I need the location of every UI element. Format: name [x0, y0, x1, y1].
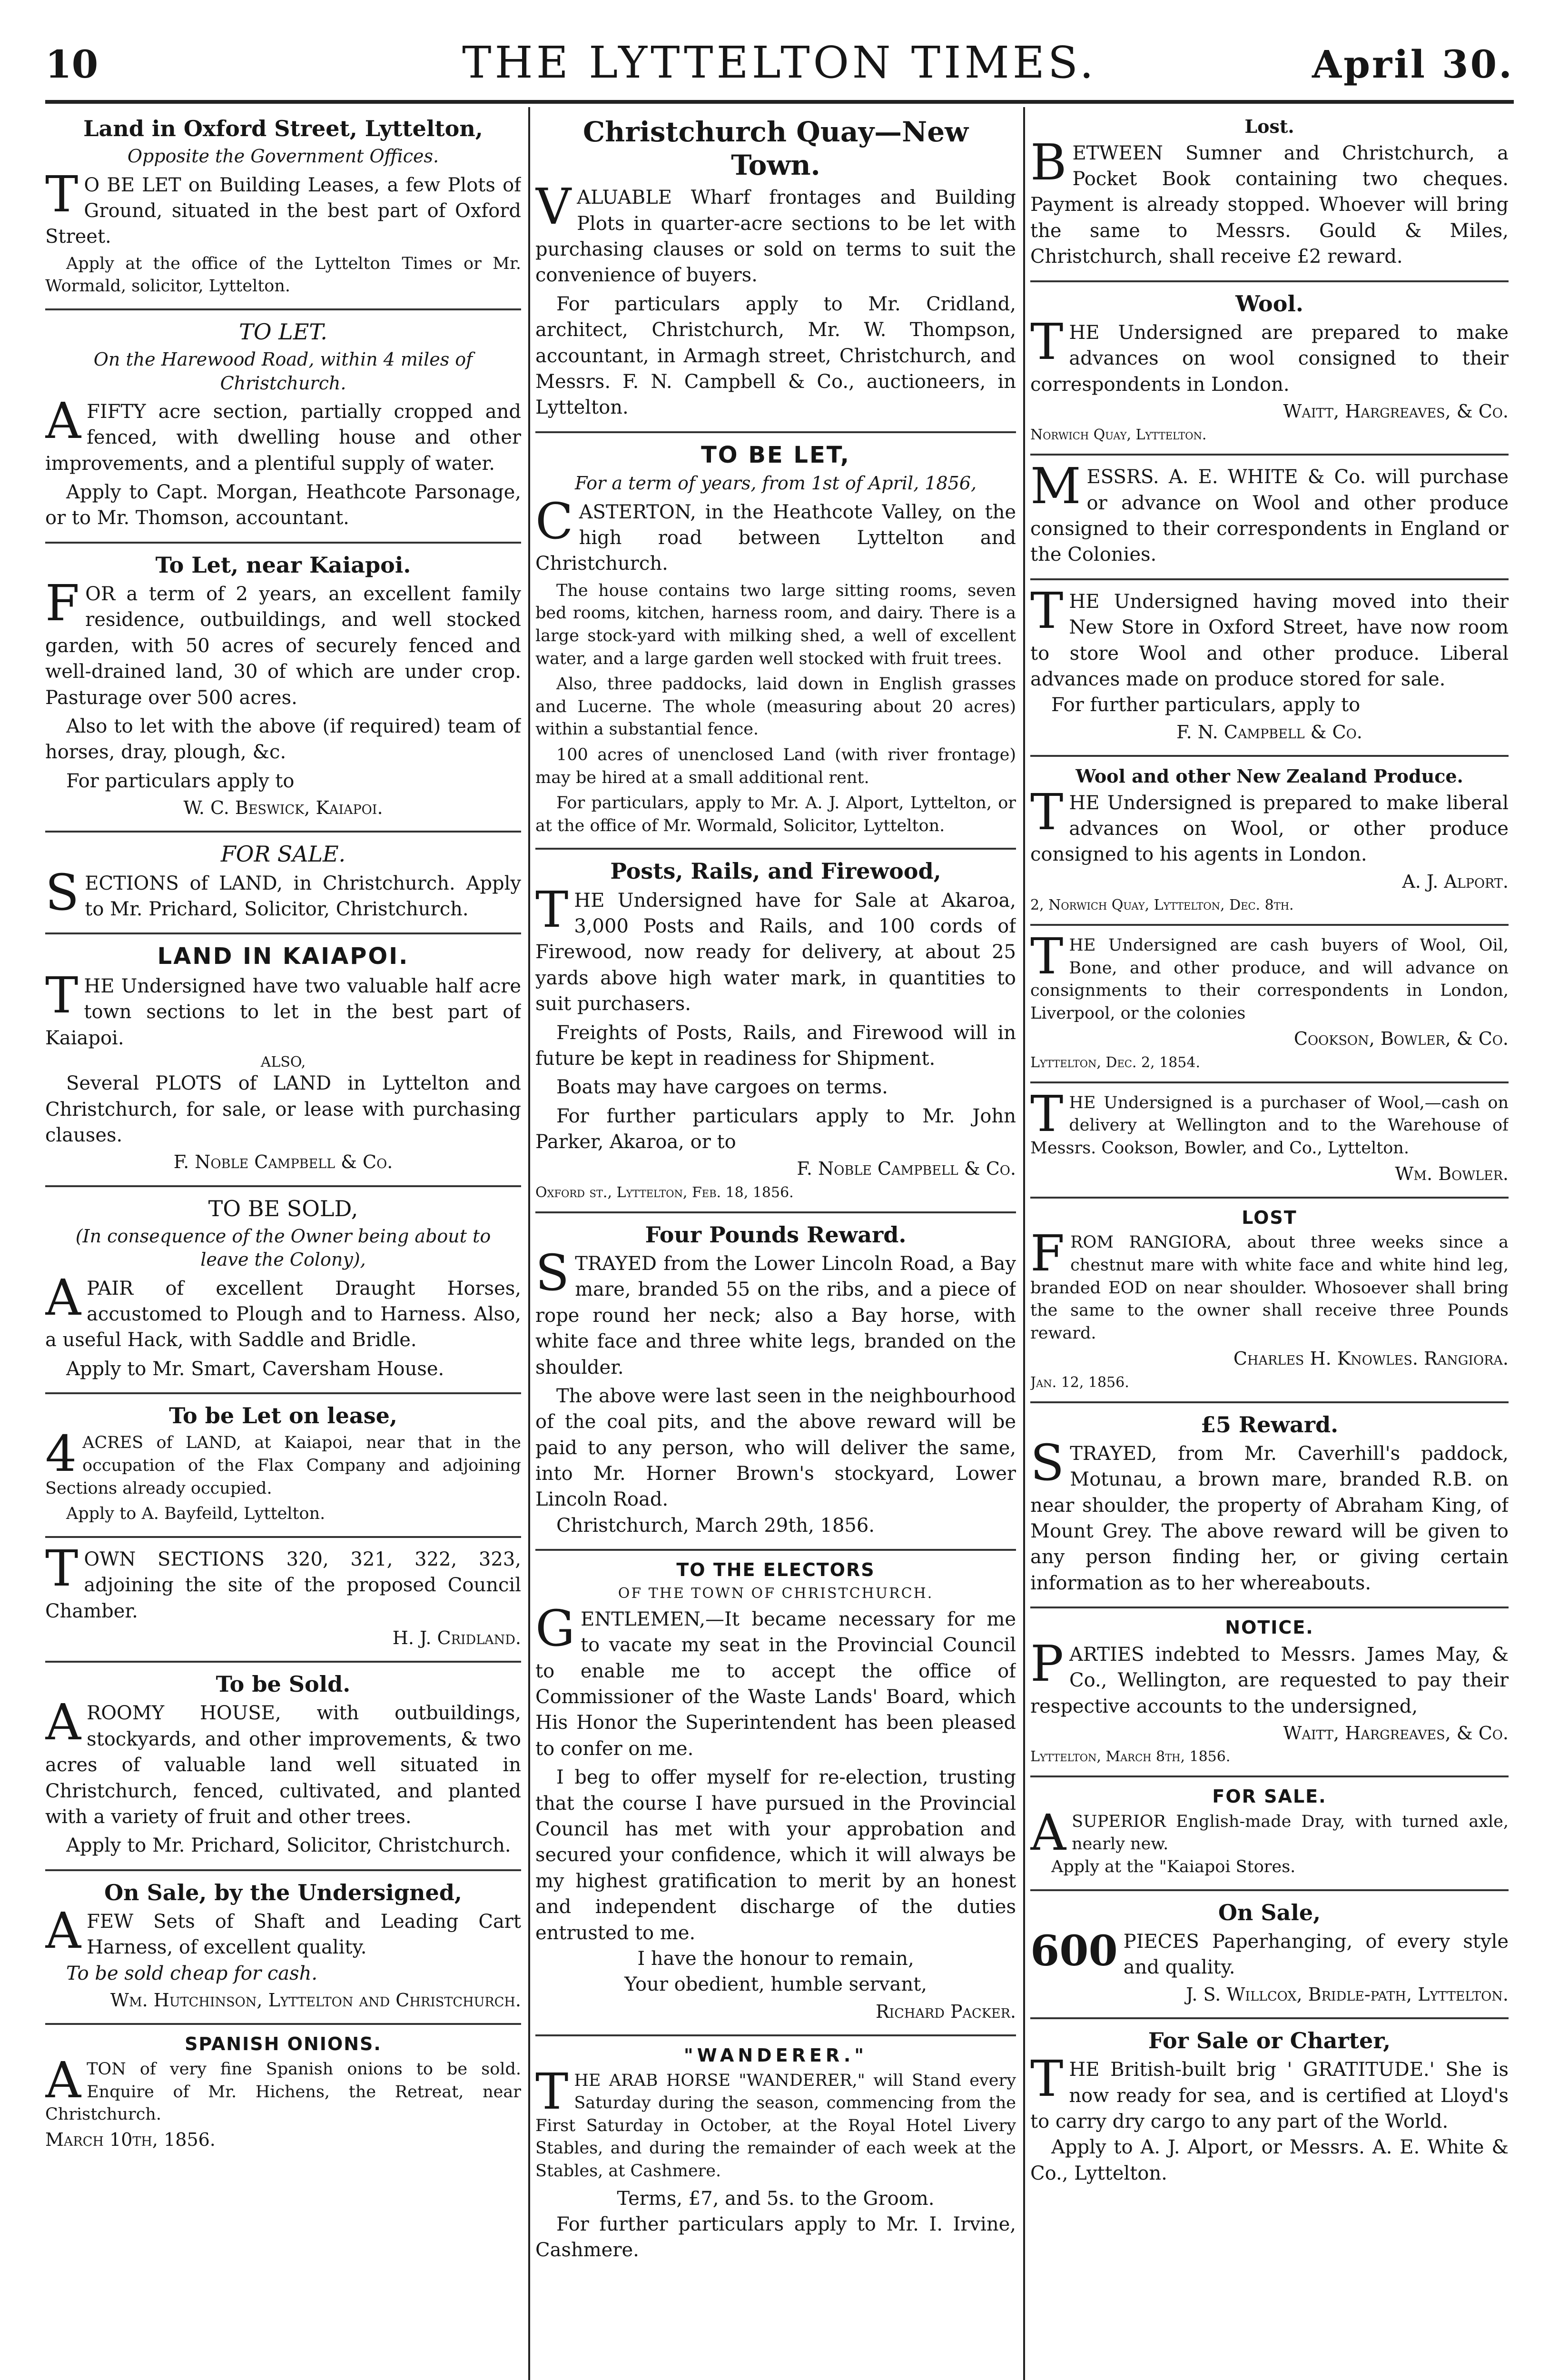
advert-lost-mare: [1030, 1199, 1509, 1403]
advert-also: ALSO,: [260, 1054, 306, 1071]
advert-body: HE Undersigned have for Sale at Akaroa, 3,000 Posts and Rails, and 100 cords of Firewood, now ready for delivery, at about 25 yards above high water mark, in quantities to suit purchasers.: [535, 889, 1016, 1015]
advert-heading: TO BE LET,: [701, 441, 850, 468]
advert-brig-gratitude: [1030, 2019, 1509, 2197]
advert-body: Boats may have cargoes on terms.: [556, 1076, 888, 1099]
drop-cap: A: [1030, 1803, 1066, 1862]
advert-heading: NOTICE.: [1225, 1617, 1314, 1638]
advert-wool-waitt: [1030, 282, 1509, 456]
advert-body: OWN SECTIONS 320, 321, 322, 323, adjoining the site of the proposed Council Chamber.: [45, 1548, 521, 1622]
advert-casterton: [535, 433, 1016, 850]
drop-cap: C: [535, 492, 573, 550]
advert-body: Your obedient, humble servant,: [624, 1973, 927, 1996]
advert-heading: On Sale,: [1218, 1899, 1321, 1925]
advert-for-sale-dray: [1030, 1777, 1509, 1891]
advert-heading: TO BE SOLD,: [208, 1195, 358, 1221]
advert-land-in-kaiapoi: [45, 934, 521, 1187]
drop-cap: F: [45, 574, 80, 633]
advert-wanderer: [535, 2036, 1016, 2274]
advert-body: 100 acres of unenclosed Land (with river frontage) may be hired at a small additional rent.: [535, 745, 1016, 787]
advert-body: ECTIONS of LAND, in Christchurch. Apply to Mr. Prichard, Solicitor, Christchurch.: [85, 872, 521, 921]
advert-heading: LOST: [1242, 1207, 1297, 1228]
advert-body: ASTERTON, in the Heathcote Valley, on the high road between Lyttelton and Christchurch.: [535, 501, 1016, 575]
advert-body: To be sold cheap for cash.: [66, 1962, 318, 1984]
drop-cap: T: [1030, 581, 1064, 640]
advert-heading: Posts, Rails, and Firewood,: [610, 858, 941, 884]
advert-four-pounds-reward: [535, 1213, 1016, 1551]
advert-body: ARTIES indebted to Messrs. James May, & Co., Wellington, are requested to pay their respective accounts to the undersigned,: [1030, 1643, 1509, 1717]
advert-signature: F. Noble Campbell & Co.: [173, 1151, 393, 1173]
advert-signature: F. Noble Campbell & Co.: [797, 1158, 1016, 1180]
advert-body: HE Undersigned is a purchaser of Wool,—cash on delivery at Wellington and to the Warehouse of Messrs. Cookson, Bowler, and Co., Lyttelton.: [1030, 1093, 1509, 1158]
drop-cap: M: [1030, 457, 1081, 516]
advert-body: I beg to offer myself for re-election, trusting that the course I have pursued in the Provincial Council has met with your approbation and secured your confidence, which it will always be my highest gratification to merit by an honest and independent discharge of the duties entrusted to me.: [535, 1766, 1016, 1944]
advert-heading: On Sale, by the Undersigned,: [104, 1879, 462, 1905]
advert-date: Christchurch, March 29th, 1856.: [556, 1514, 875, 1537]
advert-signature: Cookson, Bowler, & Co.: [1293, 1028, 1509, 1050]
column-1: [45, 107, 521, 2380]
advert-body: Apply to Mr. Smart, Caversham House.: [66, 1358, 444, 1380]
page-number: 10: [45, 42, 99, 87]
advert-messrs-white: [1030, 456, 1509, 580]
advert-body: For further particulars, apply to: [1051, 694, 1361, 716]
advert-body: HE Undersigned are cash buyers of Wool, Oil, Bone, and other produce, and will advance on consignments to their correspondents in London, Liverpool, or the colonies: [1030, 936, 1509, 1023]
advert-body: HE ARAB HORSE "WANDERER," will Stand every Saturday during the season, commencing from the First Saturday in October, at the Royal Hotel Livery Stables, and during the remainder of each week at the Stables, at Cashmere.: [535, 2071, 1016, 2181]
advert-subheading: Opposite the Government Offices.: [127, 146, 439, 167]
advert-body: The above were last seen in the neighbourhood of the coal pits, and the above reward will be paid to any person, who will deliver the same, into Mr. Horner Brown's stockyard, Lower Lincoln Road.: [535, 1385, 1016, 1511]
advert-spanish-onions: [45, 2025, 521, 2160]
drop-cap: T: [1030, 2050, 1064, 2108]
advert-address: 2, Norwich Quay, Lyttelton, Dec. 8th.: [1030, 897, 1294, 914]
advert-oxford-street: [45, 107, 521, 310]
drop-cap: T: [45, 165, 79, 223]
advert-date: Jan. 12, 1856.: [1030, 1374, 1129, 1391]
advert-body: For particulars, apply to Mr. A. J. Alport, Lyttelton, or at the office of Mr. Wormald, Solicitor, Lyttelton.: [535, 793, 1016, 835]
advert-christchurch-quay: [535, 107, 1016, 433]
advert-to-the-electors: [535, 1551, 1016, 2036]
advert-body: For particulars apply to: [66, 770, 295, 792]
advert-heading: FOR SALE.: [1212, 1786, 1327, 1807]
advert-body: HE Undersigned have two valuable half acre town sections to let in the best part of Kaiapoi.: [45, 975, 521, 1049]
advert-signature: J. S. Willcox, Bridle-path, Lyttelton.: [1186, 1983, 1509, 2005]
advert-body: Also, three paddocks, laid down in English grasses and Lucerne. The whole (measuring about 20 acres) within a substantial fence.: [535, 674, 1016, 739]
advert-heading: Wool and other New Zealand Produce.: [1076, 765, 1463, 787]
advert-to-be-sold-horses: [45, 1187, 521, 1395]
drop-cap: 600: [1030, 1925, 1118, 1975]
drop-cap: S: [535, 1243, 570, 1302]
advert-body: Apply at the office of the Lyttelton Times or Mr. Wormald, solicitor, Lyttelton.: [45, 254, 521, 296]
advert-heading: Lost.: [1244, 116, 1294, 137]
advert-body: Several PLOTS of LAND in Lyttelton and Christchurch, for sale, or lease with purchasing clauses.: [45, 1072, 521, 1146]
advert-town-sections: [45, 1538, 521, 1663]
advert-signature: Richard Packer.: [875, 2001, 1016, 2022]
advert-heading: £5 Reward.: [1200, 1411, 1339, 1438]
advert-signature: H. J. Cridland.: [392, 1627, 521, 1648]
advert-heading: FOR SALE.: [220, 841, 346, 867]
advert-harewood-road: [45, 310, 521, 544]
drop-cap: S: [45, 863, 79, 922]
drop-cap: T: [45, 966, 79, 1025]
advert-body: HE Undersigned having moved into their New Store in Oxford Street, have now room to store Wool and other produce. Liberal advances made on produce stored for sale.: [1030, 590, 1509, 690]
advert-body: Apply to A. Bayfeild, Lyttelton.: [66, 1504, 326, 1524]
advert-heading: SPANISH ONIONS.: [185, 2033, 382, 2055]
advert-body: Freights of Posts, Rails, and Firewood will in future be kept in readiness for Shipment.: [535, 1021, 1016, 1070]
advert-body: HE Undersigned is prepared to make liberal advances on Wool, or other produce consigned to his agents in London.: [1030, 792, 1509, 866]
advert-body: SUPERIOR English-made Dray, with turned axle, nearly new.: [1072, 1812, 1509, 1854]
drop-cap: A: [45, 1268, 81, 1327]
advert-body: Apply to Capt. Morgan, Heathcote Parsonage, or to Mr. Thomson, accountant.: [45, 481, 521, 529]
advert-body: O BE LET on Building Leases, a few Plots of Ground, situated in the best part of Oxford Street.: [45, 174, 521, 248]
column-2: [535, 107, 1016, 2380]
advert-signature: Waitt, Hargreaves, & Co.: [1283, 400, 1509, 422]
advert-body: I have the honour to remain,: [637, 1947, 914, 1970]
advert-heading: For Sale or Charter,: [1148, 2027, 1391, 2053]
advert-signature: Waitt, Hargreaves, & Co.: [1283, 1722, 1509, 1744]
advert-signature: F. N. Campbell & Co.: [1176, 721, 1362, 743]
advert-heading: To Let, near Kaiapoi.: [155, 552, 411, 578]
column-3: [1030, 107, 1509, 2380]
advert-body: Apply at the "Kaiapoi Stores.: [1051, 1857, 1296, 1877]
advert-body: FEW Sets of Shaft and Leading Cart Harness, of excellent quality.: [87, 1910, 521, 1959]
advert-for-sale-sections: [45, 833, 521, 934]
advert-heading: To be Sold.: [216, 1671, 351, 1697]
advert-heading: LAND IN KAIAPOI.: [157, 943, 409, 970]
drop-cap: V: [535, 178, 572, 236]
advert-purchaser-of-wool: [1030, 1083, 1509, 1199]
advert-heading: "WANDERER.": [683, 2045, 868, 2066]
header-rule: [45, 100, 1514, 104]
advert-body: Apply to A. J. Alport, or Messrs. A. E. White & Co., Lyttelton.: [1030, 2136, 1509, 2184]
advert-body: PAIR of excellent Draught Horses, accustomed to Plough and to Harness. Also, a useful Hack, with Saddle and Bridle.: [45, 1277, 521, 1351]
advert-cash-buyers: [1030, 926, 1509, 1083]
advert-body: Also to let with the above (if required) team of horses, dray, plough, &c.: [45, 715, 521, 764]
drop-cap: A: [45, 1693, 81, 1752]
advert-let-on-lease: [45, 1394, 521, 1538]
advert-subheading: For a term of years, from 1st of April, 1856,: [574, 473, 977, 494]
drop-cap: T: [45, 1539, 79, 1597]
drop-cap: T: [535, 2062, 569, 2121]
advert-date: March 10th, 1856.: [45, 2129, 216, 2150]
advert-wool-alport: [1030, 757, 1509, 926]
column-divider: [528, 107, 530, 2380]
column-divider: [1023, 107, 1025, 2380]
advert-paperhanging: [1030, 1891, 1509, 2019]
drop-cap: T: [1030, 312, 1064, 371]
advert-heading: Wool.: [1235, 290, 1303, 317]
drop-cap: A: [45, 391, 81, 450]
advert-heading: TO LET.: [239, 318, 327, 345]
advert-posts-rails: [535, 850, 1016, 1213]
drop-cap: P: [1030, 1634, 1064, 1693]
advert-body: ROM RANGIORA, about three weeks since a chestnut mare with white face and white hind leg, branded EOD on near shoulder. Whosoever shall bring the same to the owner shall receive three Pounds reward.: [1030, 1233, 1509, 1343]
advert-subheading: OF THE TOWN OF CHRISTCHURCH.: [618, 1585, 934, 1602]
advert-heading: Four Pounds Reward.: [645, 1221, 907, 1248]
drop-cap: B: [1030, 133, 1067, 191]
advert-five-pounds-reward: [1030, 1403, 1509, 1609]
drop-cap: A: [45, 1901, 81, 1960]
issue-date: April 30.: [1312, 42, 1514, 87]
advert-date: Lyttelton, March 8th, 1856.: [1030, 1748, 1231, 1765]
advert-body: ALUABLE Wharf frontages and Building Plots in quarter-acre sections to be let with purchasing clauses or sold on terms to suit the convenience of buyers.: [535, 187, 1016, 287]
advert-signature: Charles H. Knowles. Rangiora.: [1233, 1348, 1509, 1369]
advert-signature: Wm. Hutchinson, Lyttelton and Christchurch.: [110, 1990, 521, 2011]
advert-body: For particulars apply to Mr. Cridland, architect, Christchurch, Mr. W. Thompson, accountant, in Armagh street, Christchurch, and Messrs. F. N. Campbell & Co., auctioneers, in Lyttelton.: [535, 293, 1016, 419]
advert-signature: Wm. Bowler.: [1395, 1163, 1509, 1184]
advert-heading: Christchurch Quay—New Town.: [582, 116, 969, 181]
advert-signature: W. C. Beswick, Kaiapoi.: [183, 797, 383, 819]
masthead: THE LYTTELTON TIMES.: [462, 37, 1097, 88]
advert-subheading: (In consequence of the Owner being about to leave the Colony),: [75, 1225, 491, 1270]
advert-body: TRAYED, from Mr. Caverhill's paddock, Motunau, a brown mare, branded R.B. on near shoulder, the property of Abraham King, of Mount Grey. The above reward will be given to any person finding her, or giving certain information as to her whereabouts.: [1030, 1442, 1509, 1594]
page-header: [45, 37, 1514, 99]
advert-body: TON of very fine Spanish onions to be sold. Enquire of Mr. Hichens, the Retreat, near Christchurch.: [45, 2060, 521, 2124]
advert-heading: Land in Oxford Street, Lyttelton,: [83, 116, 483, 141]
advert-body: For further particulars apply to Mr. I. Irvine, Cashmere.: [535, 2213, 1016, 2261]
advert-date: Lyttelton, Dec. 2, 1854.: [1030, 1054, 1200, 1071]
drop-cap: F: [1030, 1224, 1065, 1283]
drop-cap: 4: [45, 1425, 77, 1483]
advert-body: OR a term of 2 years, an excellent family residence, outbuildings, and well stocked garden, with 50 acres of securely fenced and well-drained land, 30 of which are under crop. Pasturage over 500 acres.: [45, 583, 521, 709]
drop-cap: G: [535, 1599, 575, 1657]
advert-heading: To be Let on lease,: [169, 1403, 397, 1429]
advert-body: PIECES Paperhanging, of every style and quality.: [1123, 1930, 1509, 1979]
drop-cap: S: [1030, 1433, 1065, 1492]
drop-cap: T: [1030, 1084, 1064, 1143]
advert-body: The house contains two large sitting rooms, seven bed rooms, kitchen, harness room, and dairy. There is a large stock-yard with milking shed, a well of excellent water, and a large garden well stocked with fruit trees.: [535, 581, 1016, 668]
advert-signature: A. J. Alport.: [1402, 871, 1509, 892]
drop-cap: T: [1030, 927, 1064, 986]
advert-body: HE British-built brig ' GRATITUDE.' She is now ready for sea, and is certified at Lloyd's to carry dry cargo to any part of the World.: [1030, 2059, 1509, 2132]
advert-body: Terms, £7, and 5s. to the Groom.: [617, 2187, 935, 2210]
drop-cap: T: [1030, 783, 1064, 841]
advert-cart-harness: [45, 1871, 521, 2025]
advert-body: ESSRS. A. E. WHITE & Co. will purchase or advance on Wool and other produce consigned to their correspondents in England or the Colonies.: [1030, 466, 1509, 566]
advert-body: ACRES of LAND, at Kaiapoi, near that in the occupation of the Flax Company and adjoining Sections already occupied.: [45, 1433, 521, 1498]
advert-body: Apply to Mr. Prichard, Solicitor, Christchurch.: [66, 1835, 511, 1857]
advert-notice: [1030, 1608, 1509, 1777]
advert-body: TRAYED from the Lower Lincoln Road, a Bay mare, branded 55 on the ribs, and a piece of rope round her neck; also a Bay horse, with white face and three white legs, branded on the shoulder.: [535, 1252, 1016, 1378]
advert-subheading: On the Harewood Road, within 4 miles of Christchurch.: [93, 349, 473, 394]
advert-body: ETWEEN Sumner and Christchurch, a Pocket Book containing two cheques. Payment is already stopped. Whoever will bring the same to Messrs. Gould & Miles, Christchurch, shall receive £2 reward.: [1030, 142, 1509, 268]
advert-body: ROOMY HOUSE, with outbuildings, stockyards, and other improvements, & two acres of valuable land well situated in Christchurch, fenced, cultivated, and planted with a variety of fruit and other trees.: [45, 1702, 521, 1828]
advert-address: Norwich Quay, Lyttelton.: [1030, 426, 1207, 444]
drop-cap: A: [45, 2051, 81, 2110]
advert-body: HE Undersigned are prepared to make advances on wool consigned to their correspondents in London.: [1030, 321, 1509, 396]
advert-date: Oxford st., Lyttelton, Feb. 18, 1856.: [535, 1184, 794, 1201]
advert-body: ENTLEMEN,—It became necessary for me to vacate my seat in the Provincial Council to enable me to accept the office of Commissioner of the Waste Lands' Board, which His Honor the Superintendent has been pleased to confer on me.: [535, 1608, 1016, 1760]
advert-new-store: [1030, 580, 1509, 757]
drop-cap: T: [535, 880, 569, 939]
advert-body: For further particulars apply to Mr. John Parker, Akaroa, or to: [535, 1105, 1016, 1153]
advert-body: FIFTY acre section, partially cropped and fenced, with dwelling house and other improvements, and a plentiful supply of water.: [45, 400, 521, 475]
advert-lost-pocket-book: [1030, 107, 1509, 282]
advert-kaiapoi-let: [45, 544, 521, 833]
advert-roomy-house: [45, 1663, 521, 1871]
advert-heading: TO THE ELECTORS: [676, 1559, 875, 1581]
